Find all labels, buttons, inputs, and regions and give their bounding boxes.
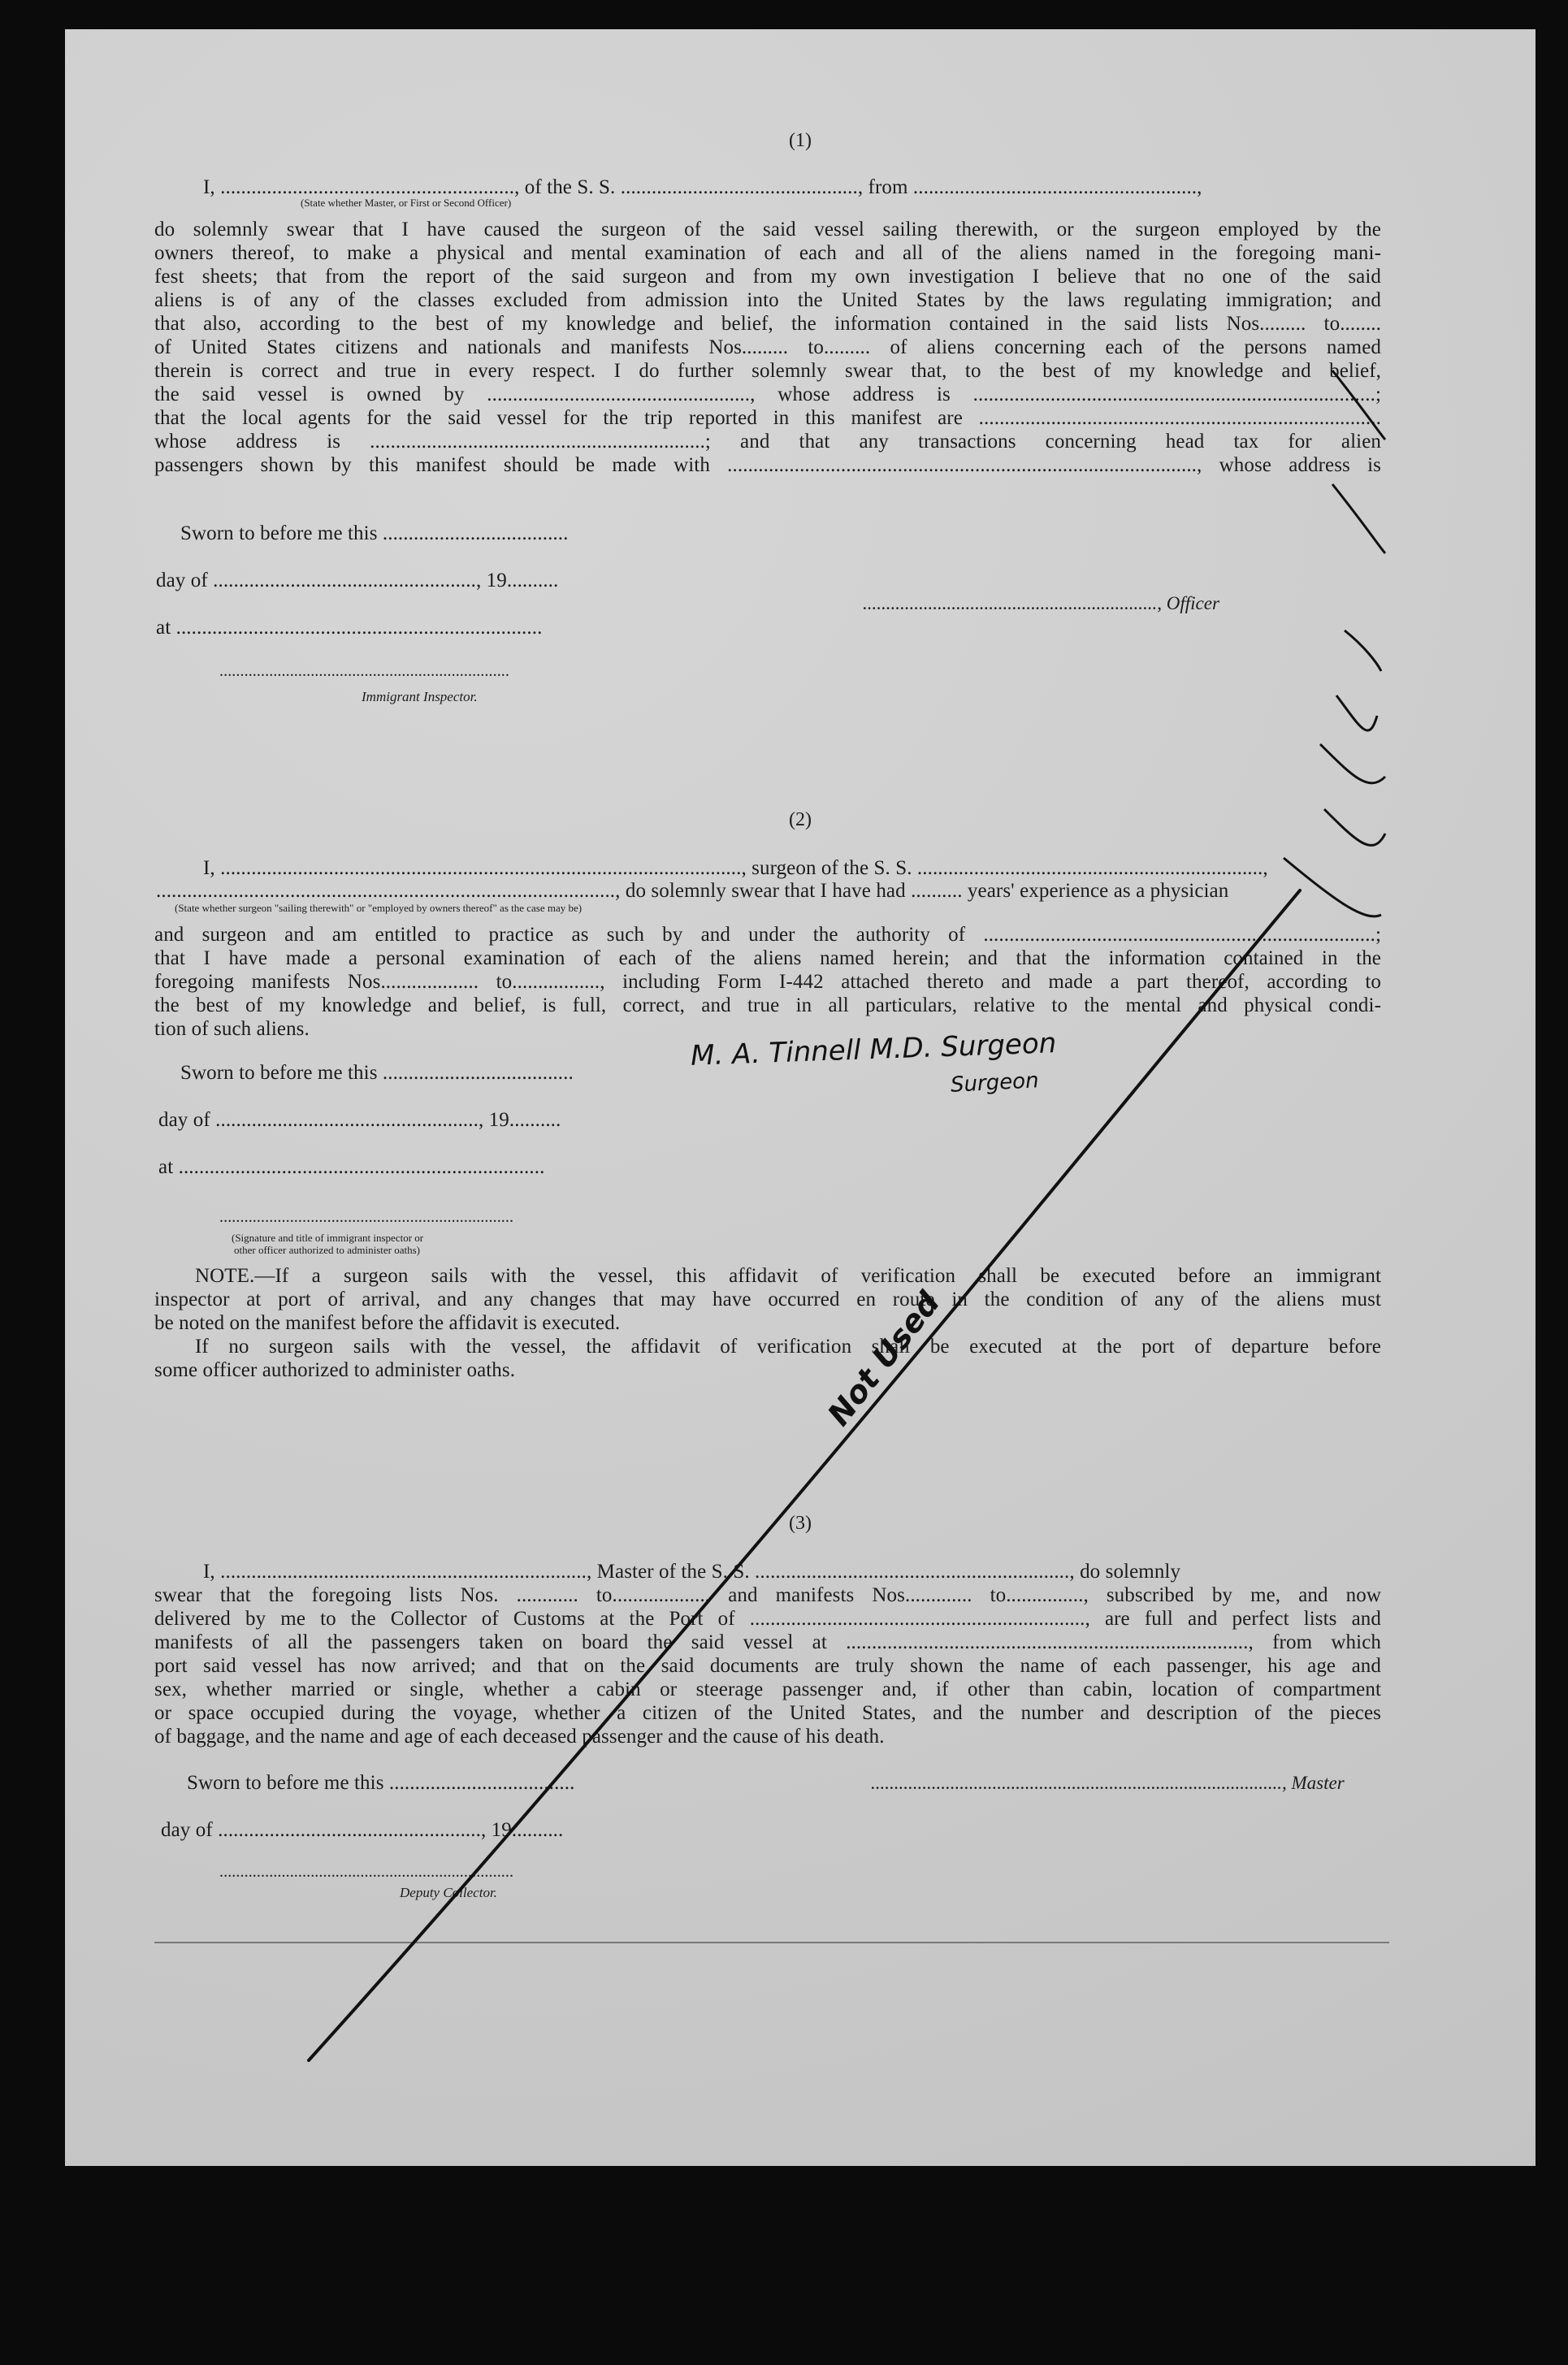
s1-line: do solemnly swear that I have caused the surgeon of the said vessel sailing therewith, or the surgeon employed by the <box>154 219 1381 240</box>
s2-line: ........................................................................................., do solemnly swear that I have had .......... years' experience as a physician <box>156 880 1229 902</box>
signature-note: (Signature and title of immigrant inspector or <box>232 1232 424 1244</box>
tick-mark <box>1345 630 1381 671</box>
s1-line: I, ........................................................., of the S. S. .............................................., from ......................................................., <box>203 176 1202 198</box>
collector-label: Deputy Collector. <box>400 1885 497 1900</box>
s1-line: therein is correct and true in every respect. I do further solemnly swear that, to the best of my knowledge and belief, <box>154 360 1381 382</box>
master-label: ........................................................................................, Master <box>871 1773 1345 1793</box>
s2-line: and surgeon and am entitled to practice as such by and under the authority of ............................................................................; <box>154 924 1381 946</box>
s2-day: day of ..................................................., 19.......... <box>158 1109 561 1131</box>
s1-line: of United States citizens and nationals and manifests Nos......... to......... of aliens concerning each of the persons named <box>154 336 1381 358</box>
tick-mark <box>1332 370 1385 440</box>
officer-note: (State whether Master, or First or Second Officer) <box>301 197 512 209</box>
tick-mark <box>1320 744 1385 783</box>
s2-line: the best of my knowledge and belief, is full, correct, and true in all particulars, relative to the mental and physical condi- <box>154 994 1381 1016</box>
note-line: If no surgeon sails with the vessel, the affidavit of verification shall be executed at the port of departure before <box>195 1336 1381 1358</box>
s3-line: port said vessel has now arrived; and that on the said documents are truly shown the name of each passenger, his age and <box>154 1655 1381 1677</box>
s2-at: at ....................................................................... <box>158 1156 545 1178</box>
s3-line: of baggage, and the name and age of each deceased passenger and the cause of his death. <box>154 1726 885 1748</box>
tick-mark <box>1324 809 1385 845</box>
section-1-number: (1) <box>789 130 812 151</box>
s1-line: owners thereof, to make a physical and mental examination of each and all of the aliens named in the foregoing mani- <box>154 242 1381 264</box>
surgeon-title: Surgeon <box>950 1068 1040 1098</box>
s3-day: day of ..................................................., 19.......... <box>161 1819 564 1841</box>
surgeon-signature: M. A. Tinnell M.D. Surgeon <box>690 1027 1057 1072</box>
s1-line: that the local agents for the said vessel for the trip reported in this manifest are .............................................................................. <box>154 407 1381 429</box>
section-3-number: (3) <box>789 1513 812 1534</box>
surgeon-note: (State whether surgeon "sailing therewith" or "employed by owners thereof" as the case may be) <box>175 902 583 914</box>
tick-mark <box>1284 858 1381 916</box>
inspector-rule: ...................................................................... <box>219 662 509 680</box>
s1-line: aliens is of any of the classes excluded from admission into the United States by the laws regulating immigration; and <box>154 289 1381 311</box>
cancel-line <box>309 890 1300 2060</box>
s3-line: I, ......................................................................., Master of the S. S. ............................................................., do solemnly <box>203 1561 1181 1583</box>
officer-label: ..............................................................., Officer <box>863 593 1219 613</box>
section-2-number: (2) <box>789 809 812 830</box>
note-line: inspector at port of arrival, and any changes that may have occurred en route in the condition of any of the aliens must <box>154 1289 1381 1310</box>
s3-line: delivered by me to the Collector of Customs at the Port of ................................................................., are full and perfect lists and <box>154 1608 1381 1630</box>
note-line: NOTE.—If a surgeon sails with the vessel, this affidavit of verification shall be executed before an immigrant <box>195 1265 1381 1287</box>
s1-line: fest sheets; that from the report of the said surgeon and from my own investigation I believe that no one of the said <box>154 266 1381 288</box>
s3-line: or space occupied during the voyage, whether a citizen of the United States, and the number and description of the pieces <box>154 1702 1381 1724</box>
signature-rule: ....................................................................... <box>219 1208 514 1226</box>
s2-line: foregoing manifests Nos................... to................., including Form I-442 attached thereto and made a part thereof, according to <box>154 971 1381 993</box>
note-line: be noted on the manifest before the affidavit is executed. <box>154 1312 621 1334</box>
pen-marks <box>65 29 1536 2166</box>
s1-sworn: Sworn to before me this .................................... <box>180 522 569 544</box>
s1-line: passengers shown by this manifest should be made with ..........................................................................................., whose address is <box>154 454 1381 476</box>
s3-line: sex, whether married or single, whether a cabin or steerage passenger and, if other than cabin, location of compartment <box>154 1678 1381 1700</box>
affidavit-sheet <box>65 29 1536 2166</box>
s1-line: that also, according to the best of my knowledge and belief, the information contained in the said lists Nos......... to........ <box>154 313 1381 335</box>
s2-line: tion of such aliens. <box>154 1018 310 1040</box>
s2-line: I, ....................................................................................................., surgeon of the S. S. ..................................................................., <box>203 857 1268 879</box>
collector-rule: ....................................................................... <box>219 1863 514 1881</box>
s1-line: whose address is .................................................................; and that any transactions concerning head tax for alien <box>154 431 1381 453</box>
tick-mark <box>1332 484 1385 553</box>
inspector-label: Immigrant Inspector. <box>362 689 478 704</box>
s1-day: day of ..................................................., 19.......... <box>156 570 559 591</box>
s1-at: at ....................................................................... <box>156 617 543 639</box>
s3-sworn: Sworn to before me this .................................... <box>187 1772 575 1794</box>
s1-line: the said vessel is owned by ..................................................., whose address is ..............................................................................; <box>154 383 1381 405</box>
not-used-note: Not Used <box>821 1284 947 1433</box>
tick-mark <box>1336 695 1377 730</box>
s3-line: manifests of all the passengers taken on board the said vessel at .............................................................................., from which <box>154 1631 1381 1653</box>
signature-note: other officer authorized to administer oaths) <box>234 1244 420 1256</box>
note-line: some officer authorized to administer oaths. <box>154 1359 516 1381</box>
s2-line: that I have made a personal examination of each of the aliens named herein; and that the information contained in the <box>154 947 1381 969</box>
s3-line: swear that the foregoing lists Nos. ............ to.................., and manifests Nos............. to..............., subscribed by me, and now <box>154 1584 1381 1606</box>
s2-sworn: Sworn to before me this ..................................... <box>180 1062 574 1084</box>
